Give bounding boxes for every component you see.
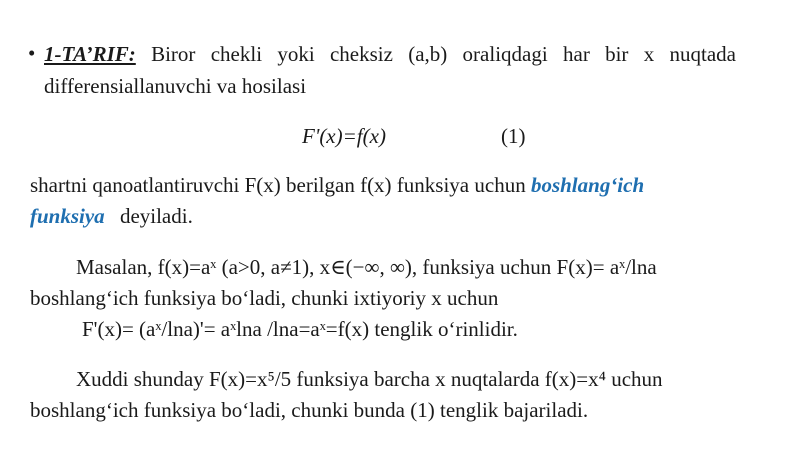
example2-line-1: Xuddi shunday F(x)=x⁵/5 funksiya barcha x nuqtalarda f(x)=x⁴ uchun	[76, 367, 663, 391]
conclusion-line-1	[30, 172, 644, 198]
example1-line-2: boshlang‘ich funksiya bo‘ladi, chunki ixtiyoriy x uchun	[30, 286, 499, 310]
definition-line-1	[44, 41, 736, 67]
bullet-icon: •	[28, 41, 36, 65]
formula-expression: F'(x)=f(x)	[302, 124, 386, 148]
example2-line-2: boshlang‘ich funksiya bo‘ladi, chunki bunda (1) tenglik bajariladi.	[30, 398, 589, 422]
term-highlight-1: boshlang‘ich	[530, 173, 645, 197]
conclusion-line-2	[30, 203, 193, 229]
formula-number: (1)	[501, 124, 526, 148]
example1-line-1: Masalan, f(x)=aˣ (a>0, a≠1), x∈(−∞, ∞), funksiya uchun F(x)= aˣ/lna	[76, 255, 657, 279]
definition-text-1: Biror chekli yoki cheksiz (a,b) oraliqdagi har bir x nuqtada	[151, 42, 736, 66]
example1-line-3: F'(x)= (aˣ/lna)'= aˣlna /lna=aˣ=f(x) tenglik o‘rinlidir.	[82, 317, 518, 341]
term-highlight-2: funksiya	[30, 204, 105, 228]
conclusion-tail: deyiladi.	[119, 204, 193, 228]
conclusion-text: shartni qanoatlantiruvchi F(x) berilgan f(x) funksiya uchun	[30, 173, 526, 197]
definition-term: 1-TA’RIF:	[44, 42, 136, 66]
definition-line-2: differensiallanuvchi va hosilasi	[44, 74, 307, 98]
